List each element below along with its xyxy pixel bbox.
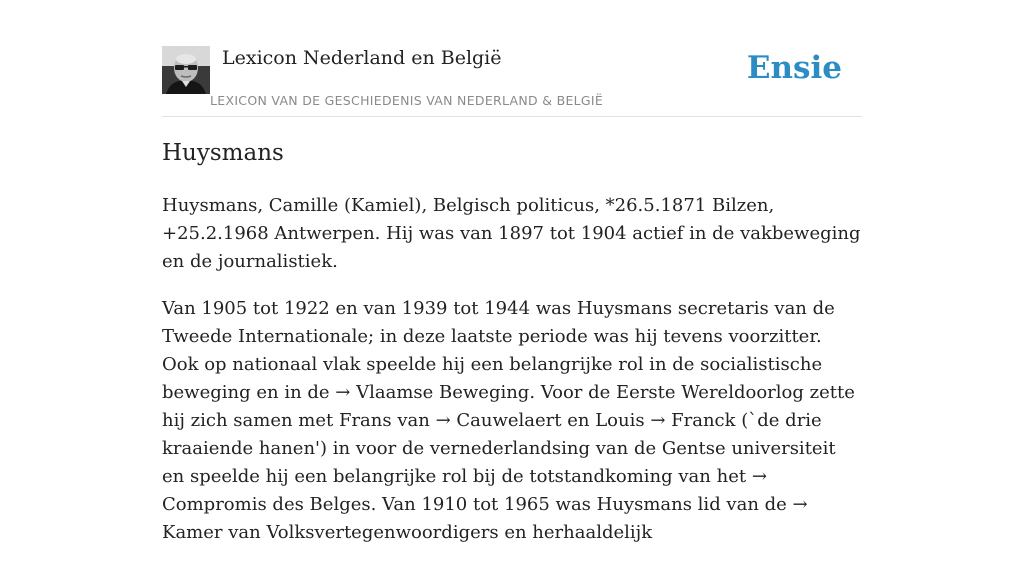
article-paragraph-2 bbox=[162, 295, 862, 547]
author-avatar[interactable] bbox=[162, 46, 210, 94]
paragraph-text: . Voor de Eerste Wereldoorlog zette hij zich samen met Frans van bbox=[162, 382, 855, 431]
link-compromis-des-belges[interactable]: → Compromis des Belges bbox=[162, 466, 767, 515]
link-kamer-van-volksvertegenwoordigers[interactable]: → Kamer van Volksvertegenwoordigers bbox=[162, 494, 808, 543]
brand-logo[interactable]: Ensie bbox=[746, 50, 842, 86]
portrait-photo bbox=[162, 46, 210, 94]
paragraph-text: en Louis bbox=[561, 410, 651, 431]
site-subtitle: LEXICON VAN DE GESCHIEDENIS VAN NEDERLAND & BELGIË bbox=[210, 93, 604, 108]
article-title: Huysmans bbox=[162, 140, 284, 166]
link-cauwelaert[interactable]: → Cauwelaert bbox=[435, 410, 562, 431]
paragraph-text: (`de drie kraaiende hanen') in voor de vernederlandsing van de Gentse universiteit en speelde hij een belangrijke rol bij de totstandkoming van het bbox=[162, 410, 836, 487]
article-body bbox=[162, 192, 862, 566]
site-title[interactable]: Lexicon Nederland en België bbox=[222, 47, 502, 69]
paragraph-text: . Van 1910 tot 1965 was Huysmans lid van de bbox=[370, 494, 793, 515]
link-franck[interactable]: → Franck bbox=[650, 410, 736, 431]
article-paragraph-1: Huysmans, Camille (Kamiel), Belgisch politicus, *26.5.1871 Bilzen, +25.2.1968 Antwerpen. Hij was van 1897 tot 1904 actief in de vakbeweging en de journalistiek. bbox=[162, 195, 861, 272]
link-vlaamse-beweging[interactable]: → Vlaamse Beweging bbox=[335, 382, 530, 403]
site-header bbox=[162, 46, 862, 117]
paragraph-text: Van 1905 tot 1922 en van 1939 tot 1944 was Huysmans secretaris van de Tweede Internationale; in deze laatste periode was hij tevens voorzitter. Ook op nationaal vlak speelde hij een belangrijke rol in de socialistische beweging en in de bbox=[162, 298, 835, 403]
paragraph-text: en herhaaldelijk bbox=[498, 522, 653, 543]
